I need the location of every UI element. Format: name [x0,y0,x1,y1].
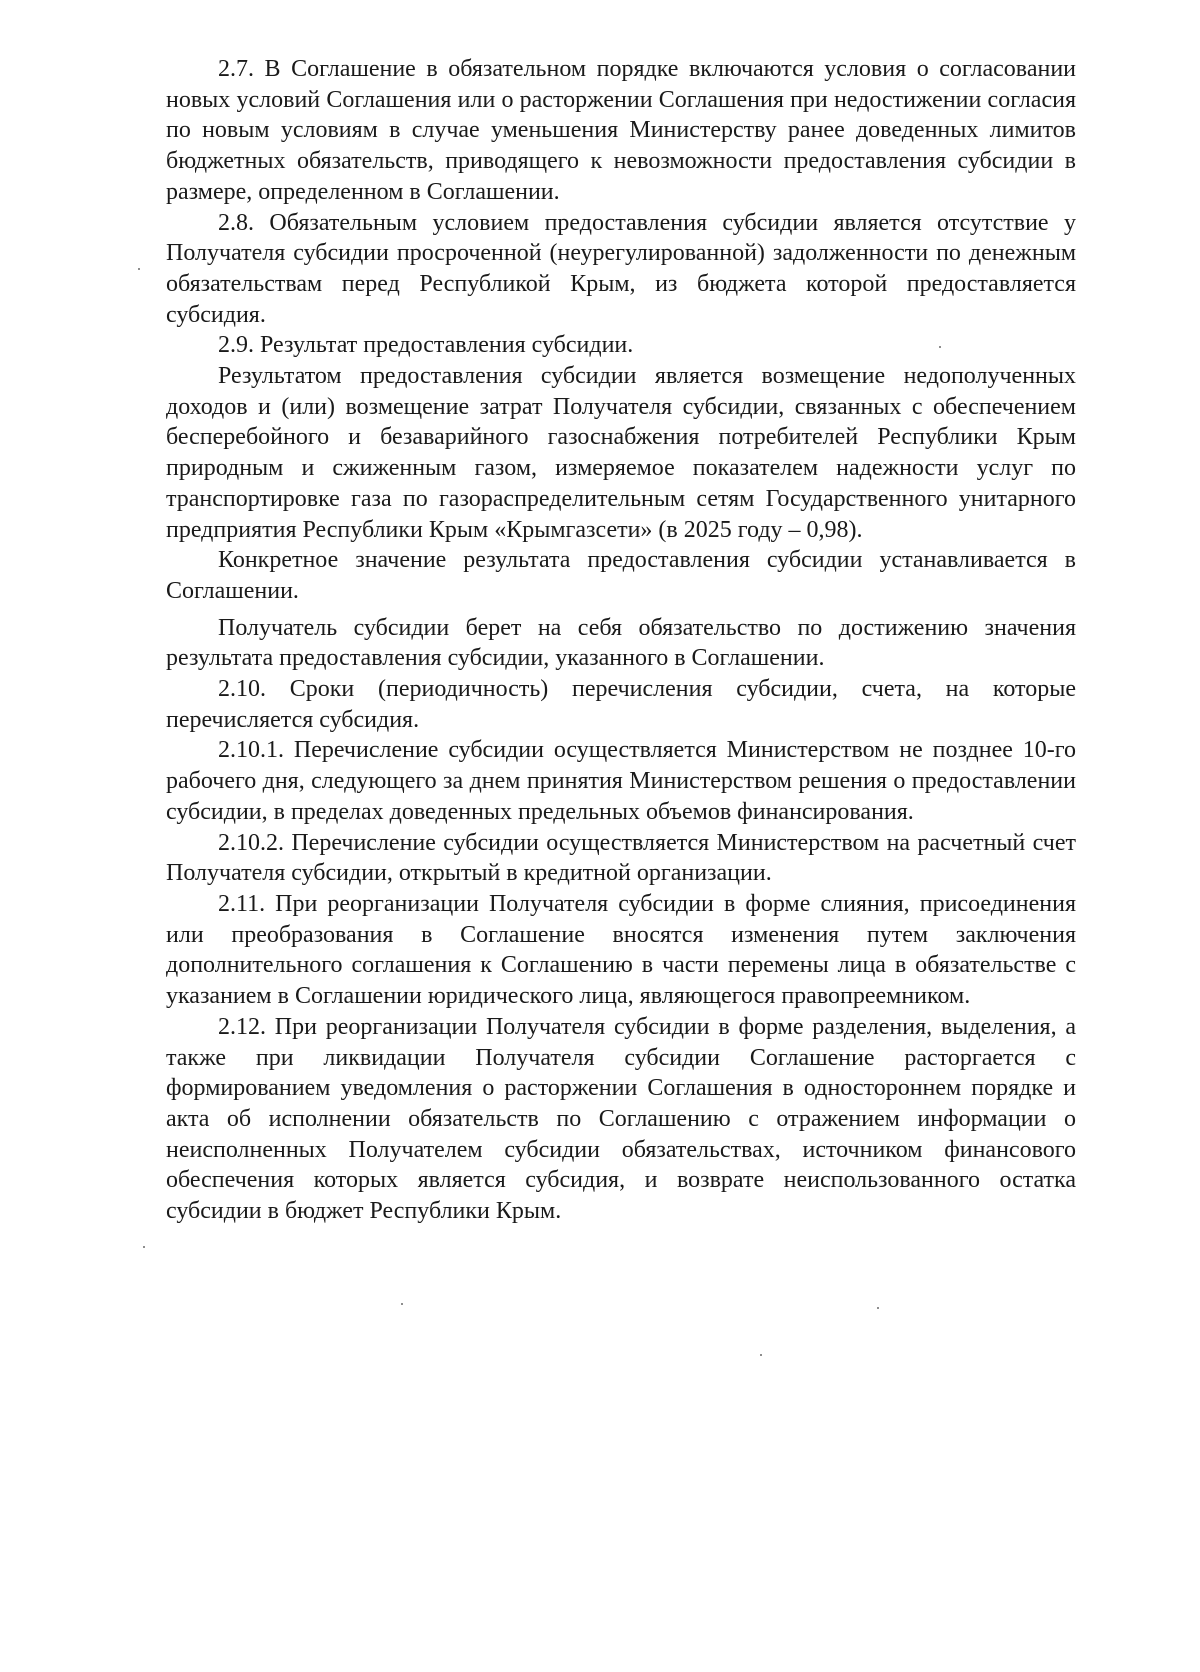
paragraph-2-12: 2.12. При реорганизации Получателя субсидии в форме разделения, выделения, а также при ликвидации Получателя субсидии Соглашение расторгается с формированием уведомления о расторжении Соглашения в одностороннем порядке и акта об исполнении обязательств по Соглашению с отражением информации о неисполненных Получателем субсидии обязательствах, источником финансового обеспечения которых является субсидия, и возврате неиспользованного остатка субсидии в бюджет Республики Крым. [166,1013,1076,1225]
scan-speck [939,346,941,348]
paragraph-2-10-2: 2.10.2. Перечисление субсидии осуществляется Министерством на расчетный счет Получателя субсидии, открытый в кредитной организации. [166,829,1076,887]
paragraph-2-8: 2.8. Обязательным условием предоставления субсидии является отсутствие у Получателя субсидии просроченной (неурегулированной) задолженности по денежным обязательствам перед Республикой Крым, из бюджета которой предоставляется субсидия. [166,209,1076,328]
scan-speck [143,1246,145,1248]
paragraph-2-10: 2.10. Сроки (периодичность) перечисления субсидии, счета, на которые перечисляется субсидия. [166,676,1076,733]
scan-speck [138,268,140,270]
paragraph-specific-value: Конкретное значение результата предоставления субсидии устанавливается в Соглашении. [166,547,1076,604]
scan-speck [877,1307,879,1309]
paragraph-result: Результатом предоставления субсидии является возмещение недополученных доходов и (или) возмещение затрат Получателя субсидии, связанных с обеспечением бесперебойного и безаварийного газоснабжения потребителей Республики Крым природным и сжиженным газом, измеряемое показателем надежности услуг по транспортировке газа по газораспределительным сетям Государственного унитарного предприятия Республики Крым «Крымгазсети» (в 2025 году – 0,98). [166,363,1076,543]
scan-speck [760,1354,762,1356]
paragraph-2-7: 2.7. В Соглашение в обязательном порядке включаются условия о согласовании новых условий Соглашения или о расторжении Соглашения при недостижении согласия по новым условиям в случае уменьшения Министерству ранее доведенных лимитов бюджетных обязательств, приводящего к невозможности предоставления субсидии в размере, определенном в Соглашении. [166,56,1076,205]
paragraph-obligation: Получатель субсидии берет на себя обязательство по достижению значения результата предоставления субсидии, указанного в Соглашении. [166,614,1076,672]
paragraph-2-10-1: 2.10.1. Перечисление субсидии осуществляется Министерством не позднее 10-го рабочего дня, следующего за днем принятия Министерством решения о предоставлении субсидии, в пределах доведенных предельных объемов финансирования. [166,737,1076,825]
scan-speck [401,1303,403,1305]
document-body [166,54,1076,1227]
paragraph-2-11: 2.11. При реорганизации Получателя субсидии в форме слияния, присоединения или преобразования в Соглашение вносятся изменения путем заключения дополнительного соглашения к Соглашению в части перемены лица в обязательстве с указанием в Соглашении юридического лица, являющегося правопреемником. [166,890,1076,1010]
paragraph-2-9: 2.9. Результат предоставления субсидии. [218,332,634,359]
